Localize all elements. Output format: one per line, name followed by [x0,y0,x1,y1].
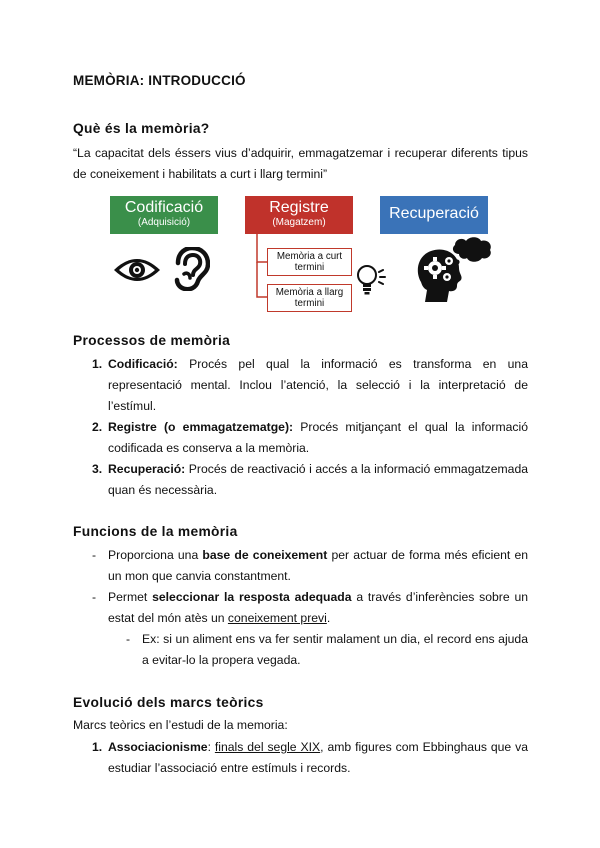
list-item-seleccionar [92,587,528,629]
term-registre: Registre (o emmagatzematge): [108,420,294,434]
lightbulb-icon [354,262,388,298]
bullet-dash: - [92,548,97,562]
section-heading-processos: Processos de memòria [73,333,231,348]
page-title: MEMÒRIA: INTRODUCCIÓ [73,73,246,88]
desc-registre: Procés mitjançant el qual la informació codificada es conserva a la memòria. [108,420,528,455]
underline-span: coneixement previ [227,611,327,625]
codificacio-subtitle: (Adquisició) [137,217,191,228]
desc-codificacio: Procés pel qual la informació es transforma en una representació mental. Inclou l’atenció, la selecció i la interpretació de l’estímul. [108,357,528,413]
evolucio-intro: Marcs teòrics en l’estudi de la memoria: [73,718,288,732]
term-associacionisme: Associacionisme [108,740,208,754]
bullet-dash: - [92,590,97,604]
text-span: , amb figures com Ebbinghaus que va estudiar l’associació entre estímuls i records. [108,740,528,775]
text-span: Permet [108,590,153,604]
memoria-llarg-box: Memòria a llarg termini [267,284,352,312]
registre-title: Registre [269,199,329,216]
definition-quote: “La capacitat dels éssers vius d’adquirir, emmagatzemar i recuperar diferents tipus de coneixement i habilitats a curt i llarg termini” [73,146,528,181]
list-number: 3. [92,462,103,476]
bullet-dash: - [126,632,131,646]
section-heading-funcions: Funcions de la memòria [73,524,238,539]
text-span: Proporciona una [108,548,203,562]
list-item-associacionisme [92,737,528,779]
text-span: : [207,740,215,754]
codificacio-title: Codificació [124,199,204,216]
list-item-registre [92,417,528,459]
bold-span: seleccionar la resposta adequada [152,590,352,604]
underline-span: finals del segle XIX [214,740,321,754]
list-item-base-coneixement [92,545,528,587]
recuperacio-title: Recuperació [389,205,479,222]
head-gears-icon [413,236,495,304]
text-span: a través d’inferències sobre un estat del món atès un [108,590,529,625]
list-item-codificacio [92,354,528,417]
text-span: per actuar de forma més eficient en un mon que canvia constantment. [108,548,528,583]
sub-list-item-example [126,629,528,671]
term-recuperacio: Recuperació: [108,462,186,476]
term-codificacio: Codificació: [108,357,178,371]
section-heading-que-es: Què és la memòria? [73,121,210,136]
list-number: 1. [92,357,103,371]
list-item-recuperacio [92,459,528,501]
example-text: Ex: si un aliment ens va fer sentir malament un dia, el record ens ajuda a evitar-lo la propera vegada. [142,632,528,667]
ear-icon [172,247,210,291]
list-number: 2. [92,420,103,434]
text-span: . [326,611,331,625]
registre-subtitle: (Magatzem) [272,217,326,228]
bold-span: base de coneixement [202,548,328,562]
desc-recuperacio: Procés de reactivació i accés a la informació emmagatzemada quan és necessària. [108,462,528,497]
section-heading-evolucio: Evolució dels marcs teòrics [73,695,264,710]
eye-icon [112,254,162,286]
list-number: 1. [92,740,103,754]
memoria-curt-box: Memòria a curt termini [267,248,352,276]
